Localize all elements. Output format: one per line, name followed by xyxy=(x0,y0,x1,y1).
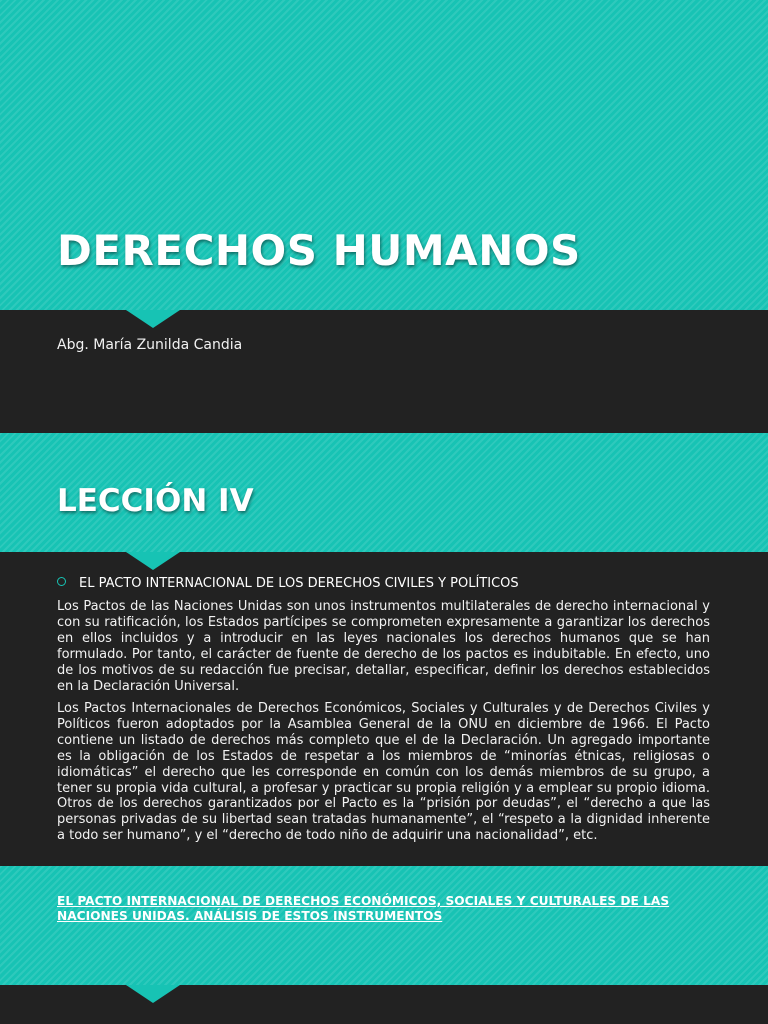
slide1-dark-band xyxy=(0,310,768,433)
paragraph-2: Los Pactos Internacionales de Derechos Económicos, Sociales y Culturales y de Derechos Civiles y Políticos fueron adoptados por la Asamblea General de la ONU en diciembre de 1966. El Pacto contiene un listado de derechos más completo que el de la Declaración. Un agregado importante es la obligación de los Estados de respetar a los miembros de “minorías étnicas, religiosas o idiomáticas” el derecho que les corresponde en común con los demás miembros de su grupo, a tener su propia vida cultural, a profesar y practicar su propia religión y a emplear su propio idioma. Otros de los derechos garantizados por el Pacto es la “prisión por deudas”, el “derecho a que las personas privadas de su libertad sean tratadas humanamente”, el “respeto a la dignidad inherente a todo ser humano”, y el “derecho de todo niño de adquirir una nacionalidad”, etc. xyxy=(57,701,710,844)
slide3-title-band xyxy=(0,866,768,985)
bullet-text: EL PACTO INTERNACIONAL DE LOS DERECHOS CIVILES Y POLÍTICOS xyxy=(79,576,519,591)
slide2-title: LECCIÓN IV xyxy=(57,483,254,519)
slide1-title: DERECHOS HUMANOS xyxy=(57,226,581,275)
slide1-author: Abg. María Zunilda Candia xyxy=(57,337,243,353)
slide3-notch xyxy=(126,985,180,1003)
slide3-dark-band xyxy=(0,985,768,1024)
slide1-notch xyxy=(126,310,180,328)
slide2-notch xyxy=(126,552,180,570)
paragraph-1: Los Pactos de las Naciones Unidas son unos instrumentos multilaterales de derecho internacional y con su ratificación, los Estados partícipes se comprometen expresamente a garantizar los derechos en ellos incluidos y a introducir en las leyes nacionales los derechos humanos que se han formulado. Por tanto, el carácter de fuente de derecho de los pactos es indubitable. En efecto, uno de los motivos de su redacción fue precisar, detallar, especificar, definir los derechos establecidos en la Declaración Universal. xyxy=(57,599,710,694)
circle-bullet-icon xyxy=(57,577,66,586)
slide3-title-link[interactable]: EL PACTO INTERNACIONAL DE DERECHOS ECONÓMICOS, SOCIALES Y CULTURALES DE LAS NACIONES UNIDAS. ANÁLISIS DE ESTOS INSTRUMENTOS xyxy=(57,894,670,923)
